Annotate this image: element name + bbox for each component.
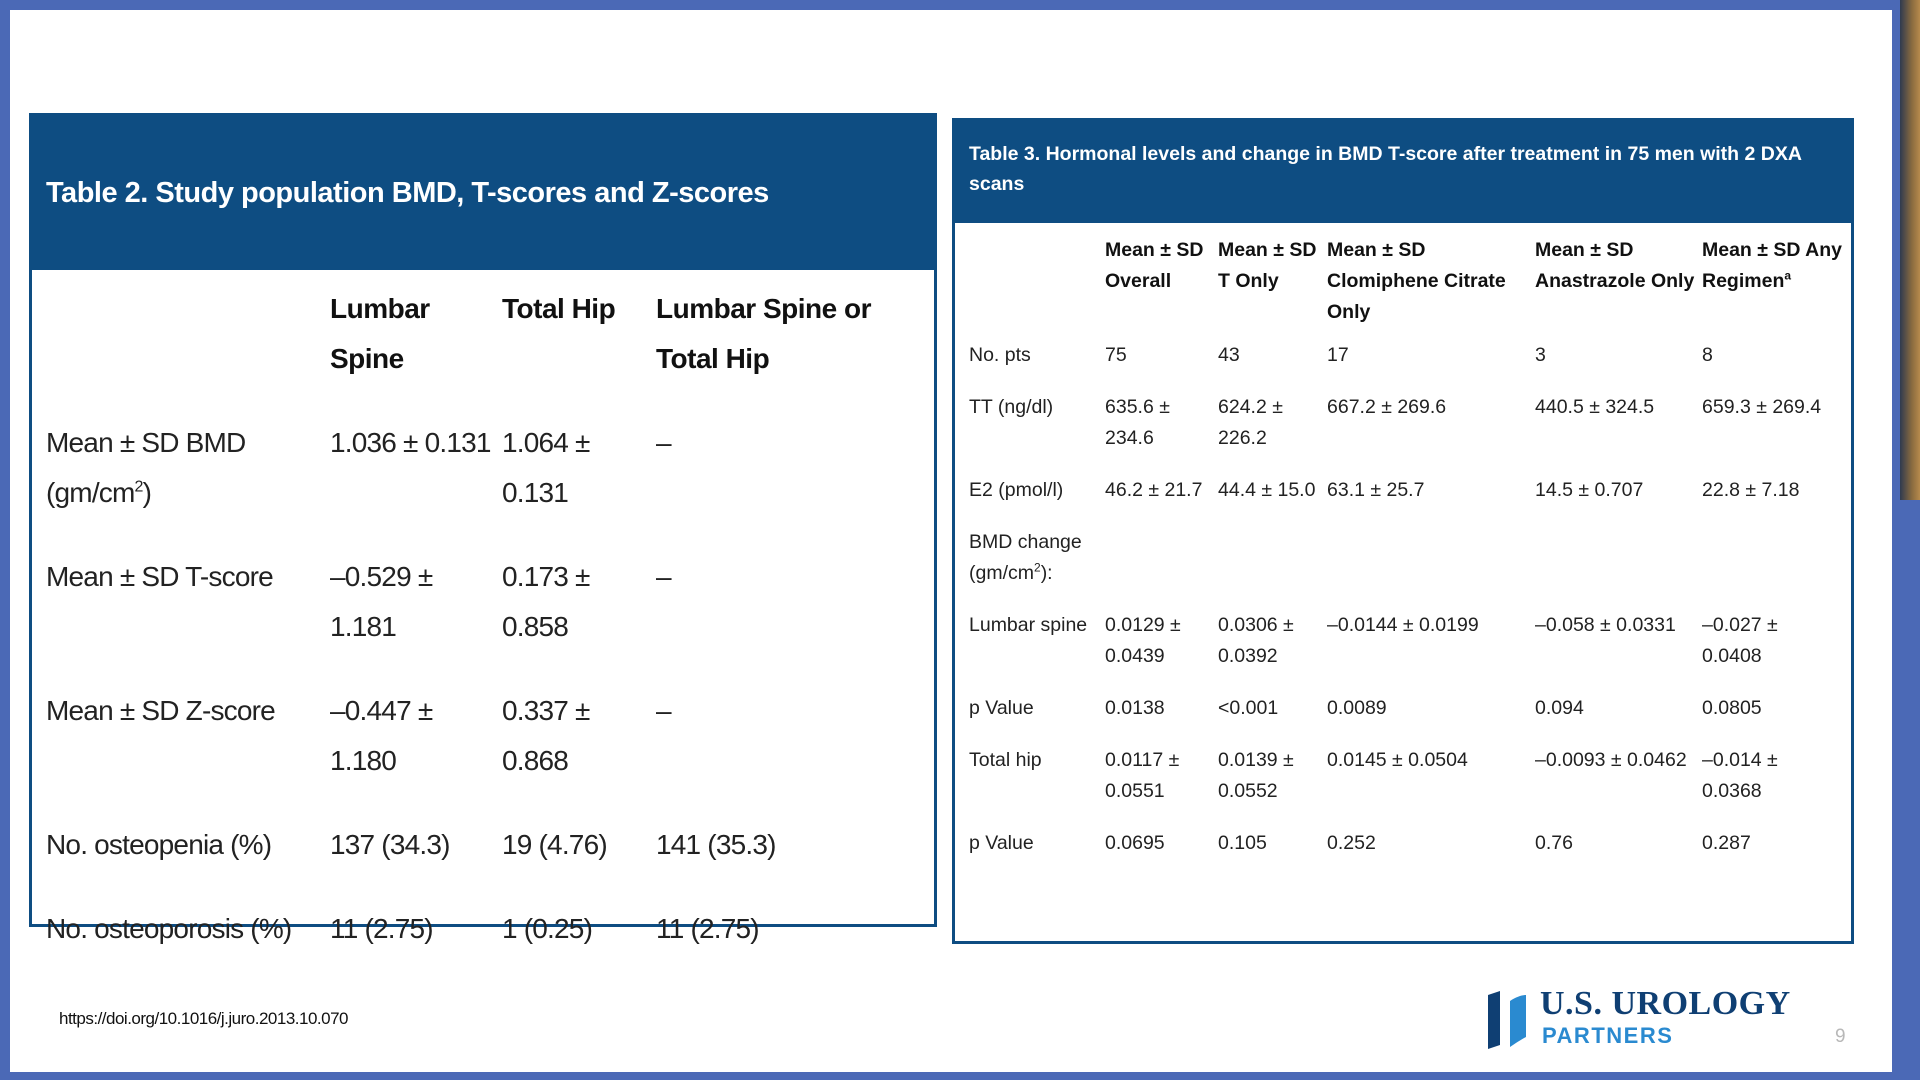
cell: 0.0129 ± 0.0439 <box>1105 614 1181 667</box>
cell: 14.5 ± 0.707 <box>1535 479 1644 501</box>
company-logo <box>1486 985 1791 1055</box>
cell: 141 (35.3) <box>656 829 776 860</box>
cell: 0.287 <box>1702 832 1751 854</box>
cell: 8 <box>1702 344 1713 366</box>
table-row <box>969 610 1842 693</box>
cell: – <box>656 695 671 726</box>
cell: 3 <box>1535 344 1546 366</box>
cell: 137 (34.3) <box>330 829 450 860</box>
cell: 22.8 ± 7.18 <box>1702 479 1800 501</box>
cell: –0.0093 ± 0.0462 <box>1535 749 1687 771</box>
cell: 63.1 ± 25.7 <box>1327 479 1425 501</box>
row-label: No. pts <box>969 344 1031 366</box>
row-label: TT (ng/dl) <box>969 396 1054 418</box>
cell: 659.3 ± 269.4 <box>1702 396 1822 418</box>
table2-panel <box>29 113 937 944</box>
cell: 0.76 <box>1535 832 1573 854</box>
table3-header-row <box>969 235 1842 340</box>
cell: 0.337 ± 0.868 <box>502 695 590 776</box>
table-row <box>46 418 916 552</box>
cell: 43 <box>1218 344 1240 366</box>
footnote-marker: a <box>1784 268 1792 283</box>
table3-col-header: Mean ± SD Overall <box>1105 239 1204 292</box>
cell <box>1105 527 1218 610</box>
cell: 0.173 ± 0.858 <box>502 561 590 642</box>
cell: 11 (2.75) <box>330 913 433 944</box>
row-label: Mean ± SD T-score <box>46 561 273 592</box>
cell: 440.5 ± 324.5 <box>1535 396 1655 418</box>
webcam-edge-image <box>1900 0 1920 500</box>
cell: 44.4 ± 15.0 <box>1218 479 1316 501</box>
cell: –0.014 ± 0.0368 <box>1702 749 1778 802</box>
table-row <box>46 820 916 904</box>
doi-link[interactable]: https://doi.org/10.1016/j.juro.2013.10.070 <box>59 1009 349 1028</box>
cell: 0.0695 <box>1105 832 1165 854</box>
cell: 0.0138 <box>1105 697 1165 719</box>
row-label: Mean ± SD Z-score <box>46 695 275 726</box>
table3-col-header: Mean ± SD Clomiphene Citrate Only <box>1327 239 1506 323</box>
table-row <box>969 527 1842 610</box>
table-row <box>969 693 1842 745</box>
table-row <box>969 392 1842 475</box>
row-label: No. osteoporosis (%) <box>46 913 292 944</box>
cell: 667.2 ± 269.6 <box>1327 396 1447 418</box>
cell: <0.001 <box>1218 697 1279 719</box>
row-label: No. osteopenia (%) <box>46 829 272 860</box>
cell: – <box>656 427 671 458</box>
table-row <box>969 475 1842 527</box>
cell: 19 (4.76) <box>502 829 607 860</box>
row-label: BMD change $(gm/cm^2)$: <box>969 531 1082 584</box>
logo-mark-icon <box>1486 991 1528 1049</box>
table3-title: Table 3. Hormonal levels and change in BMD T-score after treatment in 75 men with 2 DXA scans <box>955 121 1851 223</box>
cell: 1.036 ± 0.131 <box>330 427 491 458</box>
logo-text-primary: U.S. UROLOGY <box>1540 985 1791 1022</box>
cell: 0.0805 <box>1702 697 1762 719</box>
cell <box>1535 527 1702 610</box>
cell: 0.094 <box>1535 697 1584 719</box>
cell: –0.058 ± 0.0331 <box>1535 614 1676 636</box>
cell: 11 (2.75) <box>656 913 759 944</box>
table-row <box>46 904 916 954</box>
row-label: Mean ± SD BMD $(gm/cm^2)$ <box>46 427 246 508</box>
table3-col-header: Mean ± SD Anastrazole Only <box>1535 239 1695 292</box>
table-row <box>969 340 1842 392</box>
table2-header-row <box>46 284 916 418</box>
table2-col-header <box>46 284 330 418</box>
row-label: Lumbar spine <box>969 614 1088 636</box>
row-label: p Value <box>969 697 1034 719</box>
table3-col-header <box>969 235 1105 340</box>
cell: –0.027 ± 0.0408 <box>1702 614 1778 667</box>
cell: 0.252 <box>1327 832 1376 854</box>
table-row <box>969 745 1842 828</box>
table2-col-header: Lumbar Spine or Total Hip <box>656 293 871 374</box>
logo-text-secondary: PARTNERS <box>1542 1023 1674 1048</box>
table3-col-header: Mean ± SD Any Regimen$^a$ <box>1702 239 1843 292</box>
table-row <box>969 828 1842 880</box>
table2 <box>46 284 916 954</box>
table2-title: Table 2. Study population BMD, T-scores and Z-scores <box>32 116 934 270</box>
cell <box>1327 527 1535 610</box>
table-row <box>46 686 916 820</box>
cell: 0.0089 <box>1327 697 1387 719</box>
cell: 0.0139 ± 0.0552 <box>1218 749 1294 802</box>
cell: 624.2 ± 226.2 <box>1218 396 1283 449</box>
cell: 0.105 <box>1218 832 1267 854</box>
cell: 46.2 ± 21.7 <box>1105 479 1203 501</box>
table3-panel <box>952 118 1854 944</box>
cell: – <box>656 561 671 592</box>
table3-col-header: Mean ± SD T Only <box>1218 239 1317 292</box>
cell <box>1702 527 1842 610</box>
cell <box>1218 527 1327 610</box>
table-row <box>46 552 916 686</box>
cell: 0.0306 ± 0.0392 <box>1218 614 1294 667</box>
slide <box>10 10 1892 1072</box>
cell: 635.6 ± 234.6 <box>1105 396 1170 449</box>
table2-col-header: Total Hip <box>502 293 616 324</box>
cell: 1.064 ± 0.131 <box>502 427 590 508</box>
cell: –0.529 ± 1.181 <box>330 561 433 642</box>
table3 <box>969 235 1842 880</box>
table2-col-header: Lumbar Spine <box>330 293 430 374</box>
cell: 17 <box>1327 344 1349 366</box>
row-label: E2 (pmol/l) <box>969 479 1064 501</box>
page-number: 9 <box>1835 1026 1846 1047</box>
cell: –0.447 ± 1.180 <box>330 695 433 776</box>
cell: 75 <box>1105 344 1127 366</box>
cell: 0.0117 ± 0.0551 <box>1105 749 1180 802</box>
cell: 1 (0.25) <box>502 913 593 944</box>
cell: 0.0145 ± 0.0504 <box>1327 749 1468 771</box>
row-label: Total hip <box>969 749 1042 771</box>
row-label: p Value <box>969 832 1034 854</box>
cell: –0.0144 ± 0.0199 <box>1327 614 1479 636</box>
